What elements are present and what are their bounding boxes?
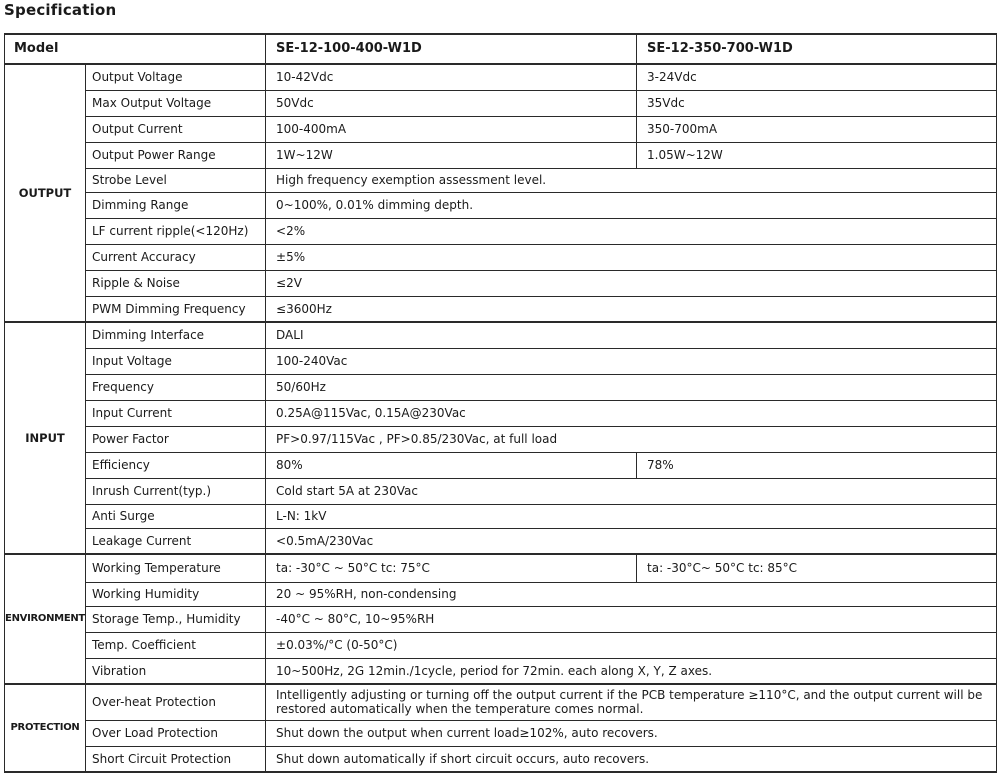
parameter-name: Storage Temp., Humidity — [86, 606, 266, 632]
value-cell: 0~100%, 0.01% dimming depth. — [266, 192, 997, 218]
table-row — [5, 582, 997, 606]
value-cell: <0.5mA/230Vac — [266, 528, 997, 554]
parameter-name: Anti Surge — [86, 504, 266, 528]
parameter-name: Working Temperature — [86, 554, 266, 582]
parameter-name: Max Output Voltage — [86, 90, 266, 116]
value-cell: 100-400mA — [266, 116, 637, 142]
table-row — [5, 218, 997, 244]
table-row — [5, 348, 997, 374]
table-row — [5, 528, 997, 554]
parameter-name: Temp. Coefficient — [86, 632, 266, 658]
value-cell-model-b: 78% — [637, 452, 997, 478]
table-row — [5, 426, 997, 452]
table-row — [5, 142, 997, 168]
table-row — [5, 720, 997, 746]
table-row — [5, 452, 997, 478]
model-header-label: Model — [5, 34, 266, 64]
parameter-name: Input Voltage — [86, 348, 266, 374]
parameter-name: Short Circuit Protection — [86, 746, 266, 772]
parameter-name: Input Current — [86, 400, 266, 426]
table-row — [5, 632, 997, 658]
value-cell: 0.25A@115Vac, 0.15A@230Vac — [266, 400, 997, 426]
parameter-name: Output Current — [86, 116, 266, 142]
parameter-name: Vibration — [86, 658, 266, 684]
value-cell: ta: -30°C ~ 50°C tc: 75°C — [266, 554, 637, 582]
table-row — [5, 478, 997, 504]
parameter-name: Working Humidity — [86, 582, 266, 606]
value-cell: 10-42Vdc — [266, 64, 637, 90]
value-cell-model-b: 1.05W~12W — [637, 142, 997, 168]
table-row — [5, 168, 997, 192]
value-cell: 80% — [266, 452, 637, 478]
value-cell: ±0.03%/°C (0-50°C) — [266, 632, 997, 658]
model-a-header: SE-12-100-400-W1D — [266, 34, 637, 64]
table-row — [5, 244, 997, 270]
value-cell: Shut down automatically if short circuit occurs, auto recovers. — [266, 746, 997, 772]
table-row — [5, 64, 997, 90]
value-cell: 100-240Vac — [266, 348, 997, 374]
section-label: INPUT — [5, 322, 86, 554]
parameter-name: Ripple & Noise — [86, 270, 266, 296]
value-cell: Cold start 5A at 230Vac — [266, 478, 997, 504]
value-cell: ≤2V — [266, 270, 997, 296]
table-row — [5, 504, 997, 528]
parameter-name: Inrush Current(typ.) — [86, 478, 266, 504]
table-row — [5, 554, 997, 582]
table-row — [5, 116, 997, 142]
value-cell: 50Vdc — [266, 90, 637, 116]
value-cell: High frequency exemption assessment level. — [266, 168, 997, 192]
parameter-name: Leakage Current — [86, 528, 266, 554]
value-cell: ≤3600Hz — [266, 296, 997, 322]
value-cell-model-b: 3-24Vdc — [637, 64, 997, 90]
value-cell: 50/60Hz — [266, 374, 997, 400]
value-cell: 1W~12W — [266, 142, 637, 168]
parameter-name: Current Accuracy — [86, 244, 266, 270]
parameter-name: Dimming Range — [86, 192, 266, 218]
table-row — [5, 296, 997, 322]
value-cell: ±5% — [266, 244, 997, 270]
table-row — [5, 400, 997, 426]
table-row — [5, 684, 997, 720]
parameter-name: Power Factor — [86, 426, 266, 452]
section-label: PROTECTION — [5, 684, 86, 772]
parameter-name: Efficiency — [86, 452, 266, 478]
table-row — [5, 270, 997, 296]
section-label: OUTPUT — [5, 64, 86, 322]
specification-table — [4, 33, 997, 773]
parameter-name: PWM Dimming Frequency — [86, 296, 266, 322]
table-row — [5, 322, 997, 348]
parameter-name: Over-heat Protection — [86, 684, 266, 720]
value-cell: PF>0.97/115Vac , PF>0.85/230Vac, at full load — [266, 426, 997, 452]
table-header-row — [5, 34, 997, 64]
section-label: ENVIRONMENT — [5, 554, 86, 684]
value-cell: DALI — [266, 322, 997, 348]
table-row — [5, 374, 997, 400]
parameter-name: Output Power Range — [86, 142, 266, 168]
table-row — [5, 606, 997, 632]
table-row — [5, 90, 997, 116]
value-cell: Intelligently adjusting or turning off the output current if the PCB temperature ≥110°C, and the output current will be restored automatically when the temperature comes normal. — [266, 684, 997, 720]
value-cell: L-N: 1kV — [266, 504, 997, 528]
parameter-name: Strobe Level — [86, 168, 266, 192]
value-cell: Shut down the output when current load≥102%, auto recovers. — [266, 720, 997, 746]
parameter-name: Output Voltage — [86, 64, 266, 90]
value-cell: -40°C ~ 80°C, 10~95%RH — [266, 606, 997, 632]
table-row — [5, 192, 997, 218]
parameter-name: LF current ripple(<120Hz) — [86, 218, 266, 244]
parameter-name: Frequency — [86, 374, 266, 400]
value-cell: 10~500Hz, 2G 12min./1cycle, period for 72min. each along X, Y, Z axes. — [266, 658, 997, 684]
table-row — [5, 658, 997, 684]
value-cell-model-b: 35Vdc — [637, 90, 997, 116]
value-cell: 20 ~ 95%RH, non-condensing — [266, 582, 997, 606]
table-row — [5, 746, 997, 772]
value-cell-model-b: 350-700mA — [637, 116, 997, 142]
page-title: Specification — [4, 1, 117, 19]
value-cell-model-b: ta: -30°C~ 50°C tc: 85°C — [637, 554, 997, 582]
value-cell: <2% — [266, 218, 997, 244]
parameter-name: Dimming Interface — [86, 322, 266, 348]
parameter-name: Over Load Protection — [86, 720, 266, 746]
model-b-header: SE-12-350-700-W1D — [637, 34, 997, 64]
